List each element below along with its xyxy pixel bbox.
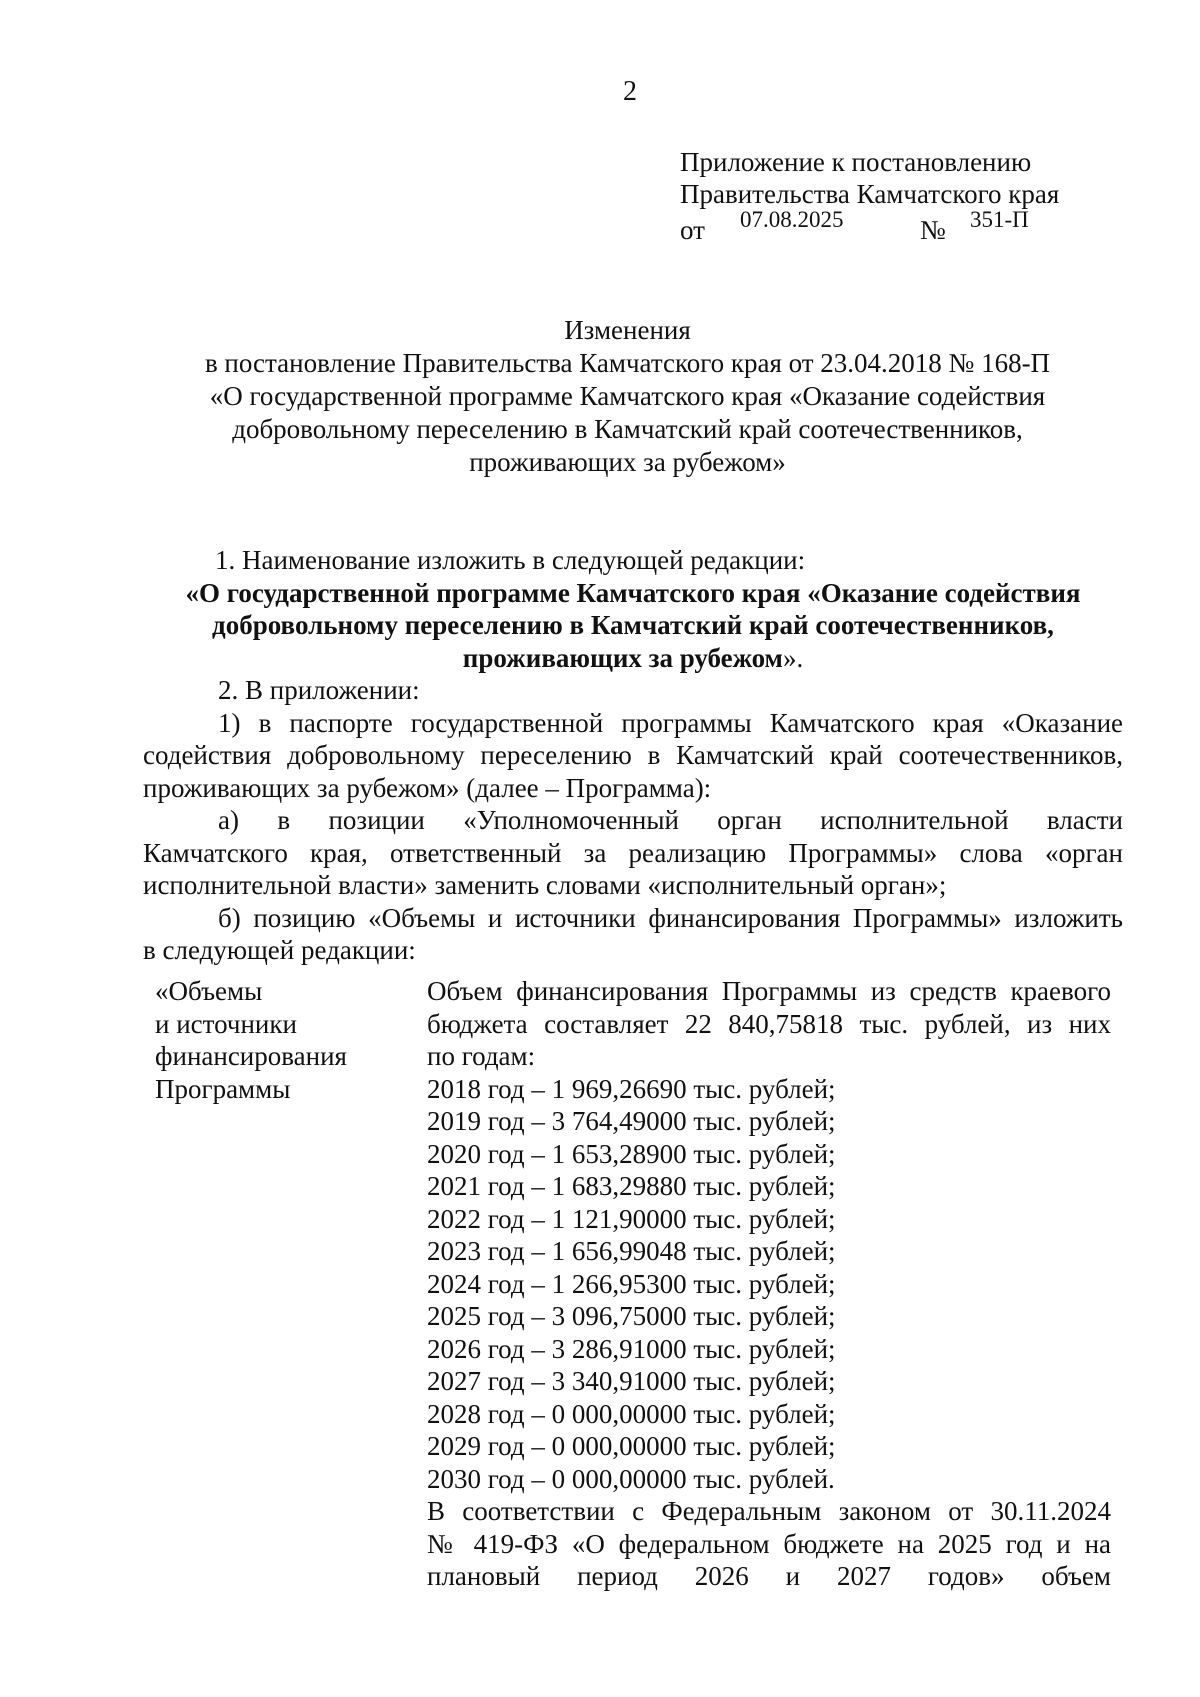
- document-title: [140, 314, 1115, 479]
- title-line-5: проживающих за рубежом»: [469, 447, 786, 477]
- appendix-line-1: Приложение к постановлению: [680, 147, 1032, 177]
- item-2-suba-line-2: Камчатского края, ответственный за реализацию Программы» слова «орган: [143, 837, 1123, 868]
- item-2-subb-line-2: в следующей редакции:: [143, 935, 416, 965]
- item-2-sub1-line-3: проживающих за рубежом» (далее – Программа):: [143, 772, 712, 803]
- finance-left-line-2: и источники: [155, 1008, 297, 1039]
- appendix-number-sign: №: [920, 215, 946, 245]
- appendix-line-2: Правительства Камчатского края: [680, 179, 1060, 209]
- item-2-sub1-line-2: содействия добровольному переселению в Камчатский край соотечественников,: [143, 740, 1123, 770]
- finance-year-row: 2026 год – 3 286,91000 тыс. рублей;: [427, 1333, 836, 1364]
- appendix-number: 351-П: [970, 207, 1029, 232]
- item-1-bold-line-3-wrap: [143, 642, 1123, 675]
- finance-law-line-2: № 419-ФЗ «О федеральном бюджете на 2025 год и на: [427, 1528, 1111, 1559]
- item-1-bold-line-3-tail: ».: [782, 642, 804, 673]
- finance-year-row: 2021 год – 1 683,29880 тыс. рублей;: [427, 1171, 836, 1201]
- page-number: 2: [623, 76, 637, 107]
- finance-year-row: 2022 год – 1 121,90000 тыс. рублей;: [427, 1203, 836, 1234]
- finance-intro-line-2: бюджета составляет 22 840,75818 тыс. рублей, из них: [427, 1008, 1111, 1039]
- finance-law-line-3: плановый период 2026 и 2027 годов» объем: [427, 1561, 1111, 1591]
- title-line-2: в постановление Правительства Камчатского края от 23.04.2018 № 168-П: [204, 348, 1051, 378]
- finance-year-row: 2029 год – 0 000,00000 тыс. рублей;: [427, 1431, 836, 1461]
- finance-year-row: 2028 год – 0 000,00000 тыс. рублей;: [427, 1398, 836, 1429]
- item-1-text: 1. Наименование изложить в следующей редакции:: [215, 545, 806, 575]
- finance-left-line-3: финансирования: [155, 1041, 347, 1071]
- item-2-sub1-line-1: 1) в паспорте государственной программы Камчатского края «Оказание: [218, 707, 1123, 738]
- body-section: [143, 544, 1123, 967]
- item-1-new-name: [143, 577, 1123, 675]
- item-2-text: 2. В приложении:: [218, 675, 420, 705]
- finance-year-row: 2030 год – 0 000,00000 тыс. рублей.: [427, 1463, 835, 1494]
- finance-year-row: 2018 год – 1 969,26690 тыс. рублей;: [427, 1073, 836, 1104]
- appendix-ot-label: от: [680, 215, 705, 245]
- finance-year-row: 2023 год – 1 656,99048 тыс. рублей;: [427, 1236, 836, 1266]
- finance-position-name: [155, 975, 415, 1105]
- title-line-1: Изменения: [564, 315, 691, 345]
- finance-year-row: 2027 год – 3 340,91000 тыс. рублей;: [427, 1366, 836, 1396]
- item-1-bold-line-2: добровольному переселению в Камчатский край соотечественников,: [212, 610, 1054, 640]
- title-line-3: «О государственной программе Камчатского края «Оказание содействия: [209, 381, 1046, 411]
- item-2-suba-line-1: а) в позиции «Уполномоченный орган исполнительной власти: [218, 805, 1123, 835]
- appendix-date-line: [680, 207, 1059, 245]
- appendix-date: 07.08.2025: [740, 207, 844, 232]
- finance-year-row: 2025 год – 3 096,75000 тыс. рублей;: [427, 1301, 836, 1331]
- finance-year-row: 2019 год – 3 764,49000 тыс. рублей;: [427, 1106, 836, 1136]
- finance-left-line-1: «Объемы: [155, 976, 263, 1006]
- finance-intro-line-3: по годам:: [427, 1041, 536, 1071]
- finance-year-row: 2020 год – 1 653,28900 тыс. рублей;: [427, 1138, 836, 1169]
- title-line-4: добровольному переселению в Камчатский край соотечественников,: [232, 414, 1023, 444]
- item-2-suba-line-3: исполнительной власти» заменить словами «исполнительный орган»;: [143, 870, 947, 900]
- finance-intro-line-1: Объем финансирования Программы из средств краевого: [427, 976, 1111, 1006]
- finance-position-value: [427, 975, 1111, 1593]
- finance-year-row: 2024 год – 1 266,95300 тыс. рублей;: [427, 1268, 836, 1299]
- finance-left-line-4: Программы: [155, 1073, 291, 1104]
- item-2-subb-line-1: б) позицию «Объемы и источники финансирования Программы» изложить: [218, 902, 1123, 933]
- finance-law-line-1: В соответствии с Федеральным законом от 30.11.2024: [427, 1496, 1111, 1526]
- appendix-header: [680, 146, 1059, 244]
- item-1-bold-line-1: «О государственной программе Камчатского края «Оказание содействия: [185, 577, 1081, 608]
- item-1-bold-line-3: проживающих за рубежом: [462, 642, 783, 673]
